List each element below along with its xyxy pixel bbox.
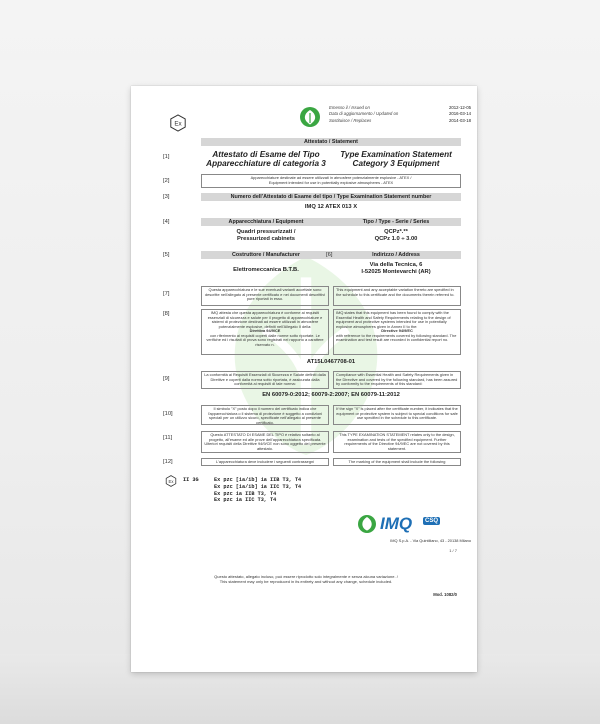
scope-box	[201, 174, 461, 188]
statement-band: Attestato / Statement	[201, 138, 461, 146]
section-number-5: [5]	[163, 252, 170, 258]
statement-number: IMQ 12 ATEX 013 X	[304, 204, 358, 210]
box-8-italian	[201, 309, 329, 355]
section-number-10: [10]	[163, 411, 173, 417]
box-12-italian: L'apparecchiatura deve includere i seguenti contrassegni	[201, 458, 329, 466]
imq-logo	[357, 514, 449, 534]
section-number-9: [9]	[163, 376, 170, 382]
section-number-7: [7]	[163, 291, 170, 297]
page-number: 1 / 7	[449, 548, 457, 553]
marking-line: Ex pzc ia IIC T3, T4	[214, 497, 277, 504]
section-number-2: [2]	[163, 178, 170, 184]
marking-line: Ex pzc ia IIB T3, T4	[214, 490, 277, 497]
title-english: Type Examination Statement Category 3 Equipment	[340, 150, 452, 168]
box-9-italian: La conformità ai Requisiti Essenziali di Sicurezza e Salute definiti dalla Direttive e coperti dalla norma sotto riportata, è assicurata dalla conformità ai requisiti di tale norma:	[201, 371, 329, 389]
marking-lines	[214, 477, 301, 504]
section-number-3: [3]	[163, 194, 170, 200]
box-8-english-directive: Directive 94/9/EC	[381, 328, 413, 333]
section-number-11: [11]	[163, 435, 173, 441]
box-8-english-text: IMQ states that this equipment has been found to comply with the Essential Health and Safety Requirements relating to the design of equipment and protective systems intended for use in potentially explosive atmospheres given in Annex II to the:	[336, 310, 451, 329]
ex-atex-icon	[169, 114, 187, 132]
imq-address: IMQ S.p.A. - Via Quintiliano, 43 - 20138 Milano	[390, 538, 471, 543]
marking-group: II 3G	[183, 477, 199, 483]
standards-list: EN 60079-0:2012; 60079-2:2007; EN 60079-11:2012	[262, 392, 400, 398]
equipment-type-band	[201, 218, 461, 226]
svg-text:Ex: Ex	[174, 120, 182, 128]
box-9-english: Compliance with Essential Health and Safety Requirements given in the Directive and covered by the following standard, has been assured by conformity to the requirements of this standard:	[333, 371, 461, 389]
equipment-band-label: Apparecchiatura / Equipment	[228, 219, 304, 225]
scope-english: Equipment intended for use in potentially explosive atmospheres - ATEX	[268, 179, 394, 185]
imq-logo-text: IMQ	[380, 514, 413, 533]
certificate-page	[131, 86, 477, 672]
section-number-1: [1]	[163, 154, 170, 160]
type-value: QCPz*.** QCPz 1.0 ÷ 3.00	[374, 229, 418, 242]
section-number-6: [6]	[326, 252, 333, 258]
ex-marking-icon	[165, 475, 177, 487]
box-11-italian: Questo ATTESTATO DI ESAME DEL TIPO è relativo soltanto al progetto, all'esame ed alle prove dell'apparecchiatura specificata. Ulteriori requisiti della Direttive 94/9/CE non sono oggetto del presente attestato.	[201, 431, 329, 453]
csq-badge: CSQ	[425, 518, 439, 524]
marking-line: Ex pzc [ia/ib] ia IIC T3, T4	[214, 483, 302, 490]
scope-italian: Apparecchiature destinate ad essere utilizzati in atmosfere potenzialmente esplosive - ATEX /	[250, 175, 412, 180]
manufacturer-value: Elettromeccanica B.T.B.	[233, 267, 299, 273]
box-8-italian-directive: Direttiva 94/9/CE	[249, 328, 281, 333]
updated-label: Data di aggiornamento / Updated on	[329, 111, 399, 117]
box-7-italian: Questa apparecchiatura e le sue eventuali varianti accettate sono descritte nell'allegato al presente certificato e nei documenti descrittivi pure riportati in esso.	[201, 286, 329, 306]
section-number-4: [4]	[163, 219, 170, 225]
replaces-label: Sostituisce / Replaces	[329, 117, 372, 123]
footer-note-english: This statement may only be reproduced in its entirety and without any change, schedule included.	[219, 579, 393, 584]
section-number-12: [12]	[163, 459, 173, 465]
box-8-english	[333, 309, 461, 355]
marking-line: Ex pzc [ia/ib] ia IIB T3, T4	[214, 477, 302, 483]
equipment-value: Quadri pressurizzati / Pressurized cabinets	[236, 229, 296, 242]
box-10-italian: Il simbolo "X" posto dopo il numero del certificato indica che l'apparecchiatura o il sistema di protezione è soggetto a condizioni speciali per un utilizzo sicuro, specificate nell'allegato al presente certificato.	[201, 405, 329, 425]
report-number: AT15L0467708-01	[306, 359, 356, 365]
box-8-italian-text-b: con riferimento ai requisiti coperti dalle norme sotto riportate. Le verifiche ed i risultati di prova sono registrati nel rapporto a carattere riservato n.	[206, 332, 324, 347]
address-band-label: Indirizzo / Address	[372, 252, 420, 258]
svg-text:Ex: Ex	[168, 478, 174, 484]
box-7-english: This equipment and any acceptable variation thereto are specified in the schedule to this certificate and the documents therein referred to.	[333, 286, 461, 306]
box-10-english: If the sign "X" is placed after the certificate number, it indicates that the equipment or protective system is subject to special conditions for safe use specified in the schedule to this certificate.	[333, 405, 461, 425]
issued-label: Emesso il / Issued on	[329, 105, 370, 110]
statement-number-band: Numero dell'Attestato di Esame del tipo / Type Examination Statement number	[201, 193, 461, 201]
title-italian: Attestato di Esame del Tipo Apparecchiature di categoria 3	[206, 150, 326, 168]
address-value: Via della Tecnica, 6 I-52025 Montevarchi (AR)	[361, 262, 431, 275]
section-number-8: [8]	[163, 311, 170, 317]
manufacturer-band-label: Costruttore / Manufacturer	[232, 252, 300, 258]
issue-dates	[329, 105, 471, 124]
updated-value: 2016-03-14	[449, 111, 471, 117]
model-number: Mod. 1082/0	[433, 592, 457, 597]
footer-note	[171, 574, 441, 584]
footer-note-italian: Questo attestato, allegato incluso, può essere riprodotto solo integralmente e senza alcuna variazione. /	[214, 574, 398, 579]
type-band-label: Tipo / Type - Serie / Series	[362, 219, 430, 225]
replaces-value: 2014-03-18	[449, 117, 471, 123]
box-11-english: This TYPE EXAMINATION STATEMENT relates only to the design, examination and tests of the specified equipment. Further requirements of the Directive 94/9/EC are not covered by this statement.	[333, 431, 461, 453]
box-8-english-text-b: with reference to the requirements covered by following standard. The examination and test result are recorded in confidential report no.	[336, 332, 457, 342]
issued-value: 2012-12-05	[449, 105, 471, 110]
imq-quality-mark-icon	[299, 106, 321, 128]
box-12-english: The marking of the equipment shall include the following	[333, 458, 461, 466]
box-8-italian-text: IMQ attesta che questa apparecchiatura è conforme ai requisiti essenziali di sicurezza e salute per il progetto di apparecchiature e sistemi di protezione destinati ad essere utilizzati in atmosfere potenzialmente esplosive, definiti nell'Allegato II della:	[207, 310, 323, 329]
